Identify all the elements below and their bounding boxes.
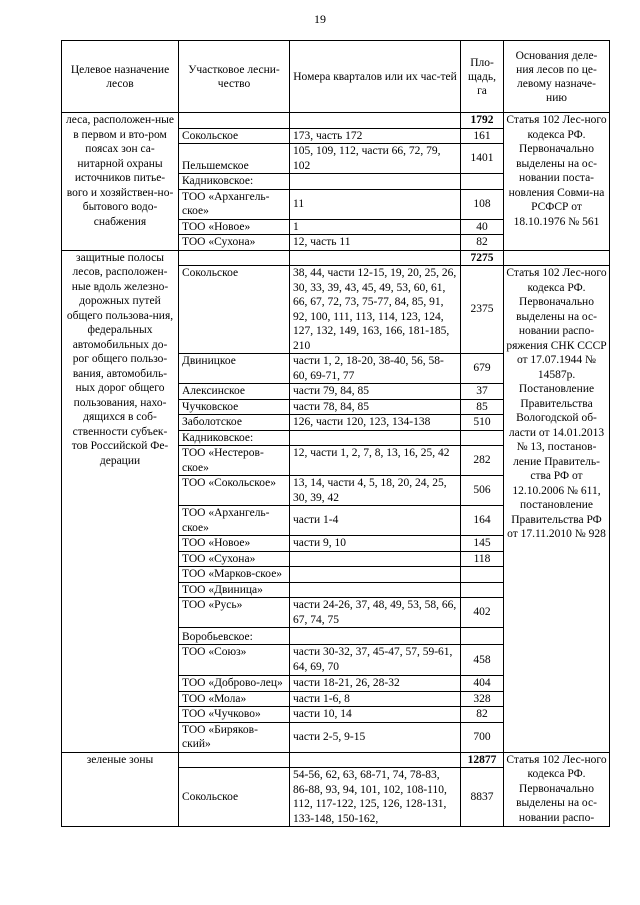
area-cell: 82 (461, 707, 504, 723)
area-cell (461, 567, 504, 583)
group-total: 1792 (461, 113, 504, 129)
area-cell: 510 (461, 415, 504, 431)
quarters-cell (290, 430, 461, 446)
quarters-cell: части 24-26, 37, 48, 49, 53, 58, 66, 67, 74, 75 (290, 598, 461, 628)
quarters-cell: 54-56, 62, 63, 68-71, 74, 78-83, 86-88, 93, 94, 101, 102, 108-110, 112, 117-122, 125, 126, 128-131, 133-148, 150-162, (290, 768, 461, 827)
forestry-cell: ТОО «Биряков-ский» (179, 722, 290, 752)
forestry-cell: Чучковское (179, 399, 290, 415)
forestry-cell: Сокольское (179, 128, 290, 144)
forestry-cell: ТОО «Марков-ское» (179, 567, 290, 583)
quarters-cell: части 78, 84, 85 (290, 399, 461, 415)
forestry-cell: ТОО «Нестеров-ское» (179, 446, 290, 476)
forestry-cell (179, 250, 290, 266)
forestry-cell: ТОО «Русь» (179, 598, 290, 628)
area-cell (461, 628, 504, 645)
quarters-cell (290, 174, 461, 190)
forestry-cell: ТОО «Новое» (179, 219, 290, 235)
header-forestry: Участковое лесни-чество (179, 41, 290, 113)
quarters-cell (290, 582, 461, 598)
area-cell: 118 (461, 551, 504, 567)
quarters-cell: 11 (290, 189, 461, 219)
area-cell: 37 (461, 384, 504, 400)
forestry-cell: ТОО «Двиница» (179, 582, 290, 598)
area-cell: 164 (461, 506, 504, 536)
area-cell: 404 (461, 676, 504, 692)
basis-cell: Статья 102 Лес-ного кодекса РФ. Первоначально выделены на ос-новании распо- (504, 752, 610, 827)
quarters-cell: 38, 44, части 12-15, 19, 20, 25, 26, 30, 33, 39, 43, 45, 49, 53, 60, 61, 66, 67, 72, 73, 75-77, 84, 85, 91, 92, 100, 111, 113, 114, 123, 124, 127, 132, 149, 163, 166, 181-185, 210 (290, 266, 461, 354)
quarters-cell: 105, 109, 112, части 66, 72, 79, 102 (290, 144, 461, 174)
forestry-cell: Алексинское (179, 384, 290, 400)
quarters-cell (290, 628, 461, 645)
quarters-cell: 173, часть 172 (290, 128, 461, 144)
basis-cell: Статья 102 Лес-ного кодекса РФ. Первоначально выделены на ос-новании поста-новления Совми-на РСФСР от 18.10.1976 № 561 (504, 113, 610, 251)
area-cell (461, 174, 504, 190)
header-purpose: Целевое назначение лесов (62, 41, 179, 113)
forestry-cell: Пельшемское (179, 144, 290, 174)
area-cell: 328 (461, 691, 504, 707)
area-cell: 108 (461, 189, 504, 219)
forestry-cell: Двиницкое (179, 354, 290, 384)
forestry-cell: ТОО «Чучково» (179, 707, 290, 723)
forestry-cell: ТОО «Сухона» (179, 551, 290, 567)
area-cell: 2375 (461, 266, 504, 354)
quarters-cell (290, 752, 461, 768)
forestry-cell: ТОО «Архангель-ское» (179, 189, 290, 219)
quarters-cell: части 2-5, 9-15 (290, 722, 461, 752)
quarters-cell: части 1-4 (290, 506, 461, 536)
quarters-cell: части 10, 14 (290, 707, 461, 723)
quarters-cell: части 18-21, 26, 28-32 (290, 676, 461, 692)
area-cell: 40 (461, 219, 504, 235)
basis-spacer (504, 250, 610, 266)
quarters-cell: части 30-32, 37, 45-47, 57, 59-61, 64, 69, 70 (290, 645, 461, 676)
area-cell: 458 (461, 645, 504, 676)
quarters-cell: 13, 14, части 4, 5, 18, 20, 24, 25, 30, 39, 42 (290, 476, 461, 506)
quarters-cell: части 9, 10 (290, 536, 461, 552)
quarters-cell: части 1-6, 8 (290, 691, 461, 707)
quarters-cell (290, 113, 461, 129)
quarters-cell (290, 551, 461, 567)
area-cell: 282 (461, 446, 504, 476)
area-cell: 145 (461, 536, 504, 552)
forestry-cell: ТОО «Сухона» (179, 235, 290, 251)
forestry-cell: Кадниковское: (179, 174, 290, 190)
purpose-cell: защитные полосы лесов, расположен-ные вдоль железно-дорожных путей общего пользова-ния, федеральных автомобильных до-рог общего пользо-вания, автомобиль-ных дорог общего пользования, нахо-дящихся в соб-ственности субъек-тов Российской Фе-дерации (62, 250, 179, 752)
forestry-cell (179, 752, 290, 768)
quarters-cell: части 1, 2, 18-20, 38-40, 56, 58-60, 69-71, 77 (290, 354, 461, 384)
area-cell: 161 (461, 128, 504, 144)
area-cell: 402 (461, 598, 504, 628)
area-cell (461, 582, 504, 598)
forestry-cell: ТОО «Новое» (179, 536, 290, 552)
quarters-cell (290, 567, 461, 583)
forestry-cell: Воробьевское: (179, 628, 290, 645)
purpose-cell: леса, расположен-ные в первом и вто-ром поясах зон са-нитарной охраны источников питье-вого и хозяйствен-но-бытового водо-снабжения (62, 113, 179, 251)
group-total: 12877 (461, 752, 504, 768)
area-cell: 700 (461, 722, 504, 752)
page-number: 19 (314, 12, 326, 26)
forestry-cell: ТОО «Союз» (179, 645, 290, 676)
forest-purpose-table (61, 40, 610, 827)
forestry-cell: ТОО «Архангель-ское» (179, 506, 290, 536)
header-basis: Основания деле-ния лесов по це-левому назначе-нию (504, 41, 610, 113)
quarters-cell: 1 (290, 219, 461, 235)
forestry-cell: ТОО «Доброво-лец» (179, 676, 290, 692)
area-cell: 506 (461, 476, 504, 506)
area-cell: 82 (461, 235, 504, 251)
header-quarters: Номера кварталов или их час-тей (290, 41, 461, 113)
forestry-cell: Сокольское (179, 266, 290, 354)
area-cell: 679 (461, 354, 504, 384)
area-cell: 85 (461, 399, 504, 415)
forestry-cell: ТОО «Мола» (179, 691, 290, 707)
quarters-cell: 126, части 120, 123, 134-138 (290, 415, 461, 431)
quarters-cell (290, 250, 461, 266)
forestry-cell: ТОО «Сокольское» (179, 476, 290, 506)
header-area: Пло-щадь, га (461, 41, 504, 113)
area-cell: 8837 (461, 768, 504, 827)
quarters-cell: части 79, 84, 85 (290, 384, 461, 400)
group-total: 7275 (461, 250, 504, 266)
forestry-cell (179, 113, 290, 129)
basis-cell: Статья 102 Лес-ного кодекса РФ. Первоначально выделены на ос-новании распо-ряжения СНК СССР от 17.07.1944 № 14587р. Постановление Правительства Вологодской об-ласти от 14.01.2013 № 13, постанов-ление Правитель-ства РФ от 12.10.2006 № 611, постановление Правительства РФ от 17.11.2010 № 928 (504, 266, 610, 753)
area-cell (461, 430, 504, 446)
quarters-cell: 12, часть 11 (290, 235, 461, 251)
purpose-cell: зеленые зоны (62, 752, 179, 827)
quarters-cell: 12, части 1, 2, 7, 8, 13, 16, 25, 42 (290, 446, 461, 476)
area-cell: 1401 (461, 144, 504, 174)
forestry-cell: Заболотское (179, 415, 290, 431)
forestry-cell: Кадниковское: (179, 430, 290, 446)
forestry-cell: Сокольское (179, 768, 290, 827)
